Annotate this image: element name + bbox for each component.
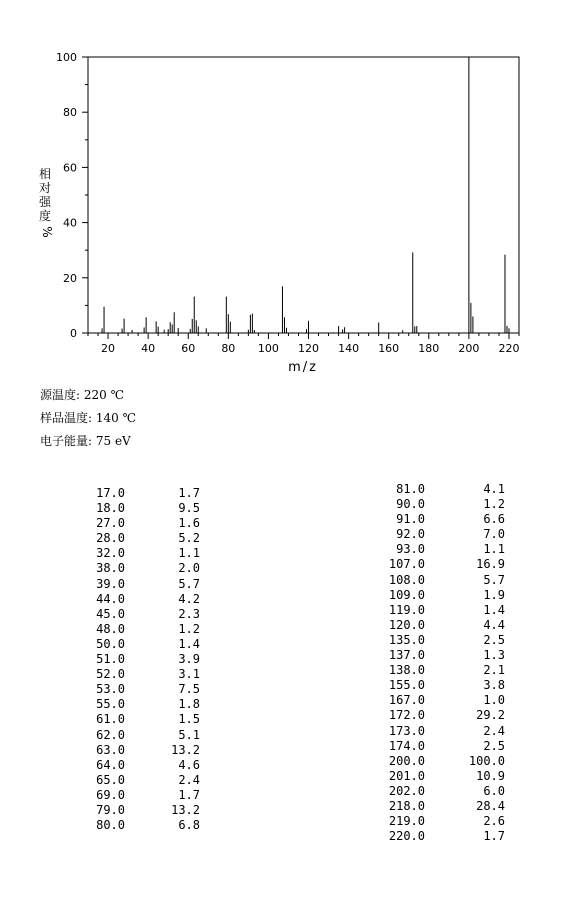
- intensity-cell: 1.3: [483, 648, 505, 663]
- y-axis-label-char: 度: [38, 209, 52, 223]
- peak-table-right: [380, 482, 510, 844]
- y-axis-label-char: 强: [38, 195, 52, 209]
- intensity-cell: 5.7: [483, 572, 505, 587]
- table-row: [380, 784, 510, 799]
- x-axis-label: m/z: [288, 360, 318, 375]
- table-row: [380, 693, 510, 708]
- table-row: [380, 573, 510, 588]
- mz-cell: 53.0: [96, 682, 125, 697]
- mz-cell: 45.0: [96, 606, 125, 621]
- electron-energy: 电子能量: 75 eV: [40, 434, 131, 448]
- peak-table-left: [85, 486, 215, 833]
- y-tick-label: 100: [56, 51, 77, 64]
- table-row: [85, 758, 215, 773]
- intensity-cell: 1.8: [178, 697, 200, 712]
- mz-cell: 38.0: [96, 561, 125, 576]
- table-row: [85, 773, 215, 788]
- mass-spectrum-chart: [0, 0, 570, 380]
- mz-cell: 200.0: [388, 753, 425, 768]
- mz-cell: 167.0: [388, 693, 425, 708]
- intensity-cell: 16.9: [476, 557, 505, 572]
- mz-cell: 63.0: [96, 742, 125, 757]
- intensity-cell: 2.4: [483, 723, 505, 738]
- mz-cell: 65.0: [96, 772, 125, 787]
- mz-cell: 39.0: [96, 576, 125, 591]
- intensity-cell: 1.0: [483, 693, 505, 708]
- table-row: [85, 818, 215, 833]
- table-row: [380, 542, 510, 557]
- table-row: [380, 829, 510, 844]
- intensity-cell: 1.1: [483, 542, 505, 557]
- mz-cell: 90.0: [396, 497, 425, 512]
- intensity-cell: 1.5: [178, 712, 200, 727]
- intensity-cell: 2.3: [178, 606, 200, 621]
- mz-cell: 155.0: [388, 678, 425, 693]
- table-row: [85, 728, 215, 743]
- table-row: [380, 678, 510, 693]
- table-row: [380, 708, 510, 723]
- intensity-cell: 10.9: [476, 768, 505, 783]
- table-row: [85, 667, 215, 682]
- mz-cell: 52.0: [96, 667, 125, 682]
- mz-cell: 44.0: [96, 591, 125, 606]
- x-tick-label: 160: [378, 342, 400, 355]
- mz-cell: 81.0: [396, 482, 425, 496]
- table-row: [85, 803, 215, 818]
- mz-cell: 27.0: [96, 516, 125, 531]
- mz-cell: 80.0: [96, 818, 125, 833]
- intensity-cell: 13.2: [171, 802, 200, 817]
- mz-cell: 18.0: [96, 501, 125, 516]
- intensity-cell: 6.6: [483, 512, 505, 527]
- x-tick-label: 80: [221, 342, 236, 355]
- x-tick-label: 60: [181, 342, 196, 355]
- sample-temperature: 样品温度: 140 ℃: [40, 411, 137, 425]
- intensity-cell: 3.9: [178, 652, 200, 667]
- table-row: [85, 652, 215, 667]
- intensity-cell: 1.4: [178, 636, 200, 651]
- intensity-cell: 5.2: [178, 531, 200, 546]
- mz-cell: 28.0: [96, 531, 125, 546]
- mz-cell: 202.0: [388, 783, 425, 798]
- mz-cell: 64.0: [96, 757, 125, 772]
- mz-cell: 218.0: [388, 798, 425, 813]
- table-row: [85, 577, 215, 592]
- y-tick-label: 0: [70, 327, 77, 340]
- intensity-cell: 29.2: [476, 708, 505, 723]
- x-tick-label: 120: [298, 342, 320, 355]
- y-axis-label: [39, 166, 54, 238]
- y-axis-label-char: 对: [38, 181, 52, 195]
- intensity-cell: 7.5: [178, 682, 200, 697]
- table-row: [380, 663, 510, 678]
- table-row: [380, 557, 510, 572]
- intensity-cell: 1.7: [178, 787, 200, 802]
- mz-cell: 69.0: [96, 787, 125, 802]
- mz-cell: 107.0: [388, 557, 425, 572]
- intensity-cell: 7.0: [483, 527, 505, 542]
- table-row: [85, 622, 215, 637]
- intensity-cell: 28.4: [476, 798, 505, 813]
- mz-cell: 219.0: [388, 814, 425, 829]
- intensity-cell: 1.7: [178, 486, 200, 500]
- intensity-cell: 13.2: [171, 742, 200, 757]
- intensity-cell: 6.0: [483, 783, 505, 798]
- mz-cell: 119.0: [388, 602, 425, 617]
- table-row: [380, 497, 510, 512]
- table-row: [85, 592, 215, 607]
- intensity-cell: 4.6: [178, 757, 200, 772]
- intensity-cell: 3.1: [178, 667, 200, 682]
- mz-cell: 50.0: [96, 636, 125, 651]
- mz-cell: 32.0: [96, 546, 125, 561]
- mz-cell: 51.0: [96, 652, 125, 667]
- table-row: [380, 527, 510, 542]
- table-row: [85, 743, 215, 758]
- table-row: [85, 682, 215, 697]
- mz-cell: 135.0: [388, 632, 425, 647]
- intensity-cell: 2.1: [483, 663, 505, 678]
- spectrum-peaks: [102, 57, 509, 333]
- table-row: [380, 618, 510, 633]
- mz-cell: 91.0: [396, 512, 425, 527]
- intensity-cell: 2.6: [483, 814, 505, 829]
- mz-cell: 174.0: [388, 738, 425, 753]
- x-tick-label: 180: [418, 342, 440, 355]
- table-row: [85, 637, 215, 652]
- table-row: [85, 788, 215, 803]
- mz-cell: 120.0: [388, 617, 425, 632]
- intensity-cell: 1.2: [178, 621, 200, 636]
- y-axis: [56, 51, 88, 340]
- table-row: [380, 724, 510, 739]
- table-row: [85, 516, 215, 531]
- intensity-cell: 5.7: [178, 576, 200, 591]
- mz-cell: 93.0: [396, 542, 425, 557]
- table-row: [380, 603, 510, 618]
- table-row: [380, 588, 510, 603]
- mz-cell: 137.0: [388, 648, 425, 663]
- intensity-cell: 100.0: [468, 753, 505, 768]
- table-row: [85, 607, 215, 622]
- intensity-cell: 1.7: [483, 829, 505, 844]
- mz-cell: 92.0: [396, 527, 425, 542]
- table-row: [380, 799, 510, 814]
- mz-cell: 172.0: [388, 708, 425, 723]
- intensity-cell: 1.1: [178, 546, 200, 561]
- intensity-cell: 5.1: [178, 727, 200, 742]
- intensity-cell: 2.5: [483, 738, 505, 753]
- mz-cell: 108.0: [388, 572, 425, 587]
- mz-cell: 61.0: [96, 712, 125, 727]
- mz-cell: 17.0: [96, 486, 125, 500]
- x-tick-label: 20: [101, 342, 116, 355]
- source-temperature: 源温度: 220 ℃: [40, 388, 125, 402]
- y-axis-label-char: 相: [38, 167, 52, 181]
- x-tick-label: 40: [141, 342, 156, 355]
- table-row: [85, 712, 215, 727]
- plot-frame: [88, 57, 519, 333]
- table-row: [380, 512, 510, 527]
- table-row: [85, 561, 215, 576]
- table-row: [380, 814, 510, 829]
- table-row: [380, 769, 510, 784]
- x-tick-label: 220: [498, 342, 520, 355]
- table-row: [380, 633, 510, 648]
- table-row: [380, 739, 510, 754]
- table-row: [85, 501, 215, 516]
- intensity-cell: 1.9: [483, 587, 505, 602]
- mz-cell: 173.0: [388, 723, 425, 738]
- intensity-cell: 4.1: [483, 482, 505, 496]
- mz-cell: 48.0: [96, 621, 125, 636]
- y-tick-label: 60: [63, 161, 77, 175]
- x-tick-label: 140: [338, 342, 360, 355]
- intensity-cell: 2.0: [178, 561, 200, 576]
- table-row: [85, 531, 215, 546]
- mz-cell: 201.0: [388, 768, 425, 783]
- table-row: [85, 486, 215, 501]
- mz-cell: 220.0: [388, 829, 425, 844]
- table-row: [380, 648, 510, 663]
- mz-cell: 138.0: [388, 663, 425, 678]
- y-axis-label-char: %: [40, 226, 54, 238]
- x-tick-label: 100: [257, 342, 279, 355]
- y-tick-label: 20: [63, 271, 77, 285]
- x-axis: [88, 333, 519, 355]
- table-row: [380, 482, 510, 497]
- mz-cell: 79.0: [96, 802, 125, 817]
- table-row: [85, 546, 215, 561]
- mz-cell: 109.0: [388, 587, 425, 602]
- table-row: [85, 697, 215, 712]
- intensity-cell: 4.2: [178, 591, 200, 606]
- intensity-cell: 6.8: [178, 818, 200, 833]
- y-tick-label: 40: [63, 216, 77, 230]
- intensity-cell: 4.4: [483, 617, 505, 632]
- x-tick-label: 200: [458, 342, 480, 355]
- intensity-cell: 1.2: [483, 497, 505, 512]
- intensity-cell: 9.5: [178, 501, 200, 516]
- intensity-cell: 2.5: [483, 632, 505, 647]
- intensity-cell: 2.4: [178, 772, 200, 787]
- intensity-cell: 1.6: [178, 516, 200, 531]
- mz-cell: 62.0: [96, 727, 125, 742]
- y-tick-label: 80: [63, 106, 77, 120]
- intensity-cell: 1.4: [483, 602, 505, 617]
- intensity-cell: 3.8: [483, 678, 505, 693]
- table-row: [380, 754, 510, 769]
- mz-cell: 55.0: [96, 697, 125, 712]
